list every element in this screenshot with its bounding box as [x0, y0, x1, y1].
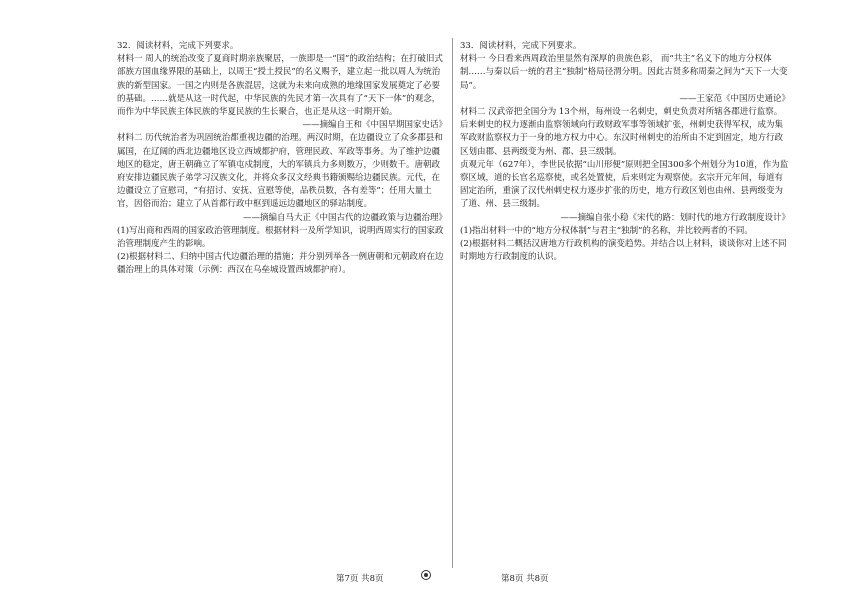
q32-sub-question-2: (2)根据材料二、归纳中国古代边疆治理的措施；并分别列举各一例唐朝和元朝政府在边疆治理上的具体对策（示例：西汉在乌垒城设置西域都护府）。 — [117, 252, 444, 276]
q33-material-2-source: ——摘编自张小稳《宋代的路：划时代的地方行政制度设计》 — [560, 212, 790, 223]
column-divider — [452, 38, 453, 568]
question-33-title: 33．阅读材料，完成下列要求。 — [460, 41, 582, 51]
left-column — [117, 40, 447, 278]
q32-material-1-source: ——摘编自王和《中国早期国家史话》 — [302, 120, 447, 131]
right-column — [460, 40, 790, 264]
q32-material-2: 材料二 历代统治者为巩固统治都重视边疆的治理。两汉时期，在边疆设立了众多郡县和属国，在辽阔的西北边疆地区设立西域都护府，管理民政、军政等事务。为了维护边疆地区的稳定，唐王朝确立了军镇屯戍制度，大的军镇兵力多则数万，少则数千。唐朝政府安排边疆民族子弟学习汉族文化，并将众多汉文经典书籍颁赐给边疆民族。元代，在边疆设立了宣慰司，“有招讨、安抚、宣慰等使，品秩员数，各有差等”；任用大量土官，因俗而治；建立了从首都行政中枢到遥远边疆地区的驿站制度。 — [117, 133, 443, 210]
q33-material-1: 材料一 今日看来西周政治里显然有深厚的贵族色彩， 而“共主”名义下的地方分权体制……与秦以后一统的君主“独制”格局径渭分明。因此古贤多称周秦之间为“天下一大变局”。 — [460, 54, 788, 91]
q32-material-1: 材料一 周人的统治改变了夏商时期亲族聚居，一族即是一“国”的政治结构；在打破旧式部族方国血缘界限的基础上，以周王“授土授民”的名义赐予，建立起一批以周人为统治族的新型国家。一国之内则是各族混居，这就为未来向成熟的地缘国家发展奠定了必要的基础。……就是从这一时代起，中华民族的先民才第一次具有了“天下一体”的观念，而作为中华民族主体民族的华夏民族的生长聚合，也正是从这一时期开始。 — [117, 54, 443, 118]
question-32-title: 32．阅读材料，完成下列要求。 — [117, 41, 239, 51]
q32-material-2-source: ——摘编自马大正《中国古代的边疆政策与边疆治理》 — [242, 212, 447, 223]
q33-material-1-source: ——王家范《中国历史通论》 — [679, 93, 790, 104]
q33-material-2-continued: 贞观元年（627年），李世民依据“山川形便”原则把全国300多个州划分为10道，作为监察区域，道的长官名巡察使，或名处置使，后来则定为观察使。玄宗开元年间，每道有固定治所，重演了汉代州刺史权力逐步扩张的历史，地方行政区划也由州、县两级变为了道、州、县三级制。 — [460, 159, 789, 210]
q33-material-2: 材料二 汉武帝把全国分为 13个州，每州设一名刺史，刺史负责对所辖各郡进行监察。后来刺史的权力逐渐由监察领域向行政财政军事等领域扩张，州刺史获得军权，成为集军政财监察权力于一身的地方权力中心。东汉时州刺史的治所由不定到固定，地方行政区划由郡、县两级变为州、郡、县三级制。 — [460, 107, 784, 157]
page-number-left: 第7页 共8页 — [336, 574, 384, 584]
q32-sub-question-1: (1)写出商和西周的国家政治管理制度。根据材料一及所学知识，说明西周实行的国家政治管理制度产生的影响。 — [117, 225, 444, 250]
page-number-right: 第8页 共8页 — [501, 574, 549, 584]
q33-sub-question-1: (1)指出材料一中的“地方分权体制”与君主“独制”的名称，并比较两者的不同。 — [460, 225, 753, 236]
q33-sub-question-2: (2)根据材料二概括汉唐地方行政机构的演变趋势。并结合以上材料，谈谈你对上述不同时期地方行政制度的认识。 — [460, 239, 787, 263]
center-circle-icon — [421, 570, 431, 580]
